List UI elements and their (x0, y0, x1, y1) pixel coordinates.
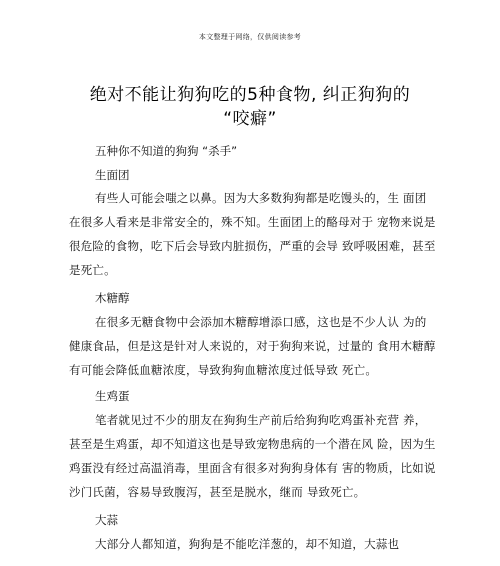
section-heading-raw-egg: 生鸡蛋 (95, 389, 130, 403)
paragraph-line: 笔者就见过不少的朋友在狗狗生产前后给狗狗吃鸡蛋补充营 养， (95, 413, 427, 427)
paragraph-line: 健康食品，但是这是针对人来说的，对于狗狗来说，过量的 食用木糖醇 (69, 339, 436, 353)
paragraph-line: 甚至是生鸡蛋，却不知道这也是导致宠物患病的一个潜在风 险，因为生 (69, 437, 436, 451)
paragraph-line: 有可能会降低血糖浓度，导致狗狗血糖浓度过低导致 死亡。 (69, 363, 378, 377)
article-title-line-1: 绝对不能让狗狗吃的5种食物, 纠正狗狗的 (89, 85, 411, 105)
section-heading-garlic: 大蒜 (95, 513, 118, 527)
section-heading-dough: 生面团 (95, 168, 130, 182)
paragraph-line: 在很多人看来是非常安全的，殊不知。生面团上的酪母对于 宠物来说是 (69, 215, 436, 229)
article-title-line-2: “咬癖” (223, 109, 277, 129)
paragraph-line: 大部分人都知道，狗狗是不能吃洋葱的，却不知道，大蒜也 (95, 537, 400, 551)
intro-text: 五种你不知道的狗狗 “杀手” (95, 144, 238, 158)
paragraph-line: 有些人可能会嗤之以鼻。因为大多数狗狗都是吃馒头的，生 面团 (95, 191, 427, 205)
paragraph-line: 在很多无糖食物中会添加木糖醇增添口感，这也是不少人认 为的 (95, 315, 427, 329)
header-note: 本文整理于网络，仅供阅读参考 (198, 33, 302, 41)
paragraph-line: 鸡蛋没有经过高温消毒，里面含有很多对狗狗身体有 害的物质，比如说 (69, 461, 436, 475)
paragraph-line: 沙门氏菌，容易导致腹泻，甚至是脱水，继而 导致死亡。 (69, 485, 366, 499)
paragraph-line: 很危险的食物，吃下后会导致内脏损伤，严重的会导 致呼吸困难，甚至 (69, 239, 436, 253)
section-heading-xylitol: 木糖醇 (95, 291, 130, 305)
paragraph-line: 是死亡。 (69, 263, 116, 277)
